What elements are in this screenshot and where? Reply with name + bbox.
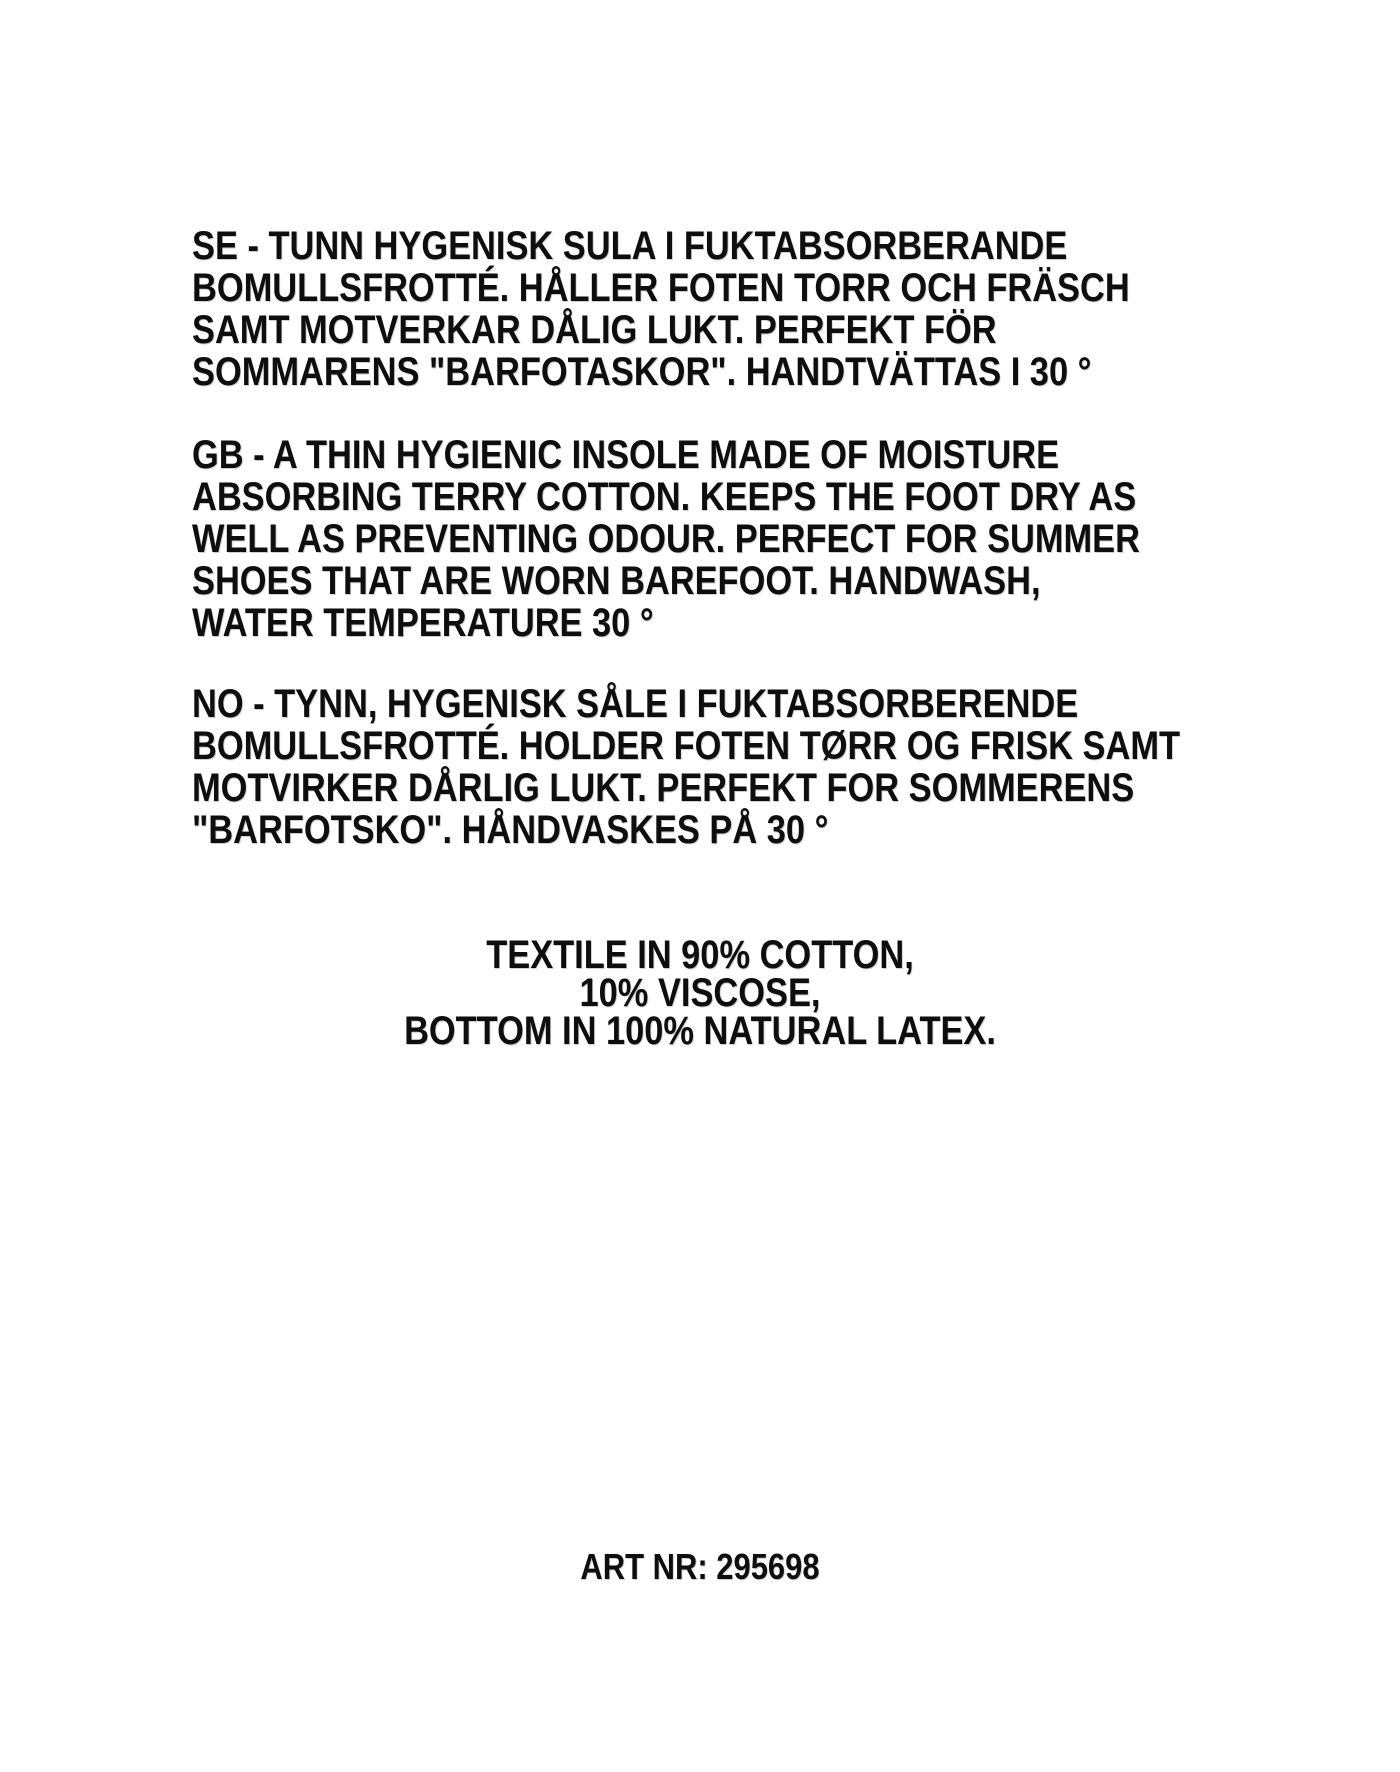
- material-composition: [98, 933, 1302, 1053]
- text-line: ABSORBING TERRY COTTON. KEEPS THE FOOT DRY AS: [192, 475, 1137, 519]
- text-line: BOMULLSFROTTÉ. HOLDER FOTEN TØRR OG FRISK SAMT: [192, 724, 1180, 768]
- text-line: SAMT MOTVERKAR DÅLIG LUKT. PERFEKT FÖR: [192, 308, 997, 352]
- text-line: WATER TEMPERATURE 30 °: [192, 601, 654, 645]
- text-line: SHOES THAT ARE WORN BAREFOOT. HANDWASH,: [192, 559, 1041, 603]
- composition-line: TEXTILE IN 90% COTTON,: [486, 933, 914, 977]
- composition-line: 10% VISCOSE,: [579, 971, 821, 1015]
- text-line: WELL AS PREVENTING ODOUR. PERFECT FOR SUMMER: [192, 517, 1140, 561]
- article-number: ART NR: 295698: [580, 1546, 820, 1587]
- text-line: MOTVIRKER DÅRLIG LUKT. PERFEKT FOR SOMMERENS: [192, 766, 1135, 810]
- text-line: "BARFOTSKO". HÅNDVASKES PÅ 30 °: [192, 808, 829, 852]
- paragraph-norwegian: [192, 683, 1180, 851]
- composition-line: BOTTOM IN 100% NATURAL LATEX.: [404, 1009, 996, 1053]
- paragraph-english: [192, 434, 1140, 644]
- text-line: GB - A THIN HYGIENIC INSOLE MADE OF MOISTURE: [192, 433, 1060, 477]
- text-line: SOMMARENS "BARFOTASKOR". HANDTVÄTTAS I 30 °: [192, 350, 1092, 394]
- paragraph-swedish: [192, 225, 1130, 393]
- text-line: SE - TUNN HYGENISK SULA I FUKTABSORBERANDE: [192, 224, 1068, 268]
- text-line: NO - TYNN, HYGENISK SÅLE I FUKTABSORBERENDE: [192, 682, 1079, 726]
- text-line: BOMULLSFROTTÉ. HÅLLER FOTEN TORR OCH FRÄSCH: [192, 266, 1130, 310]
